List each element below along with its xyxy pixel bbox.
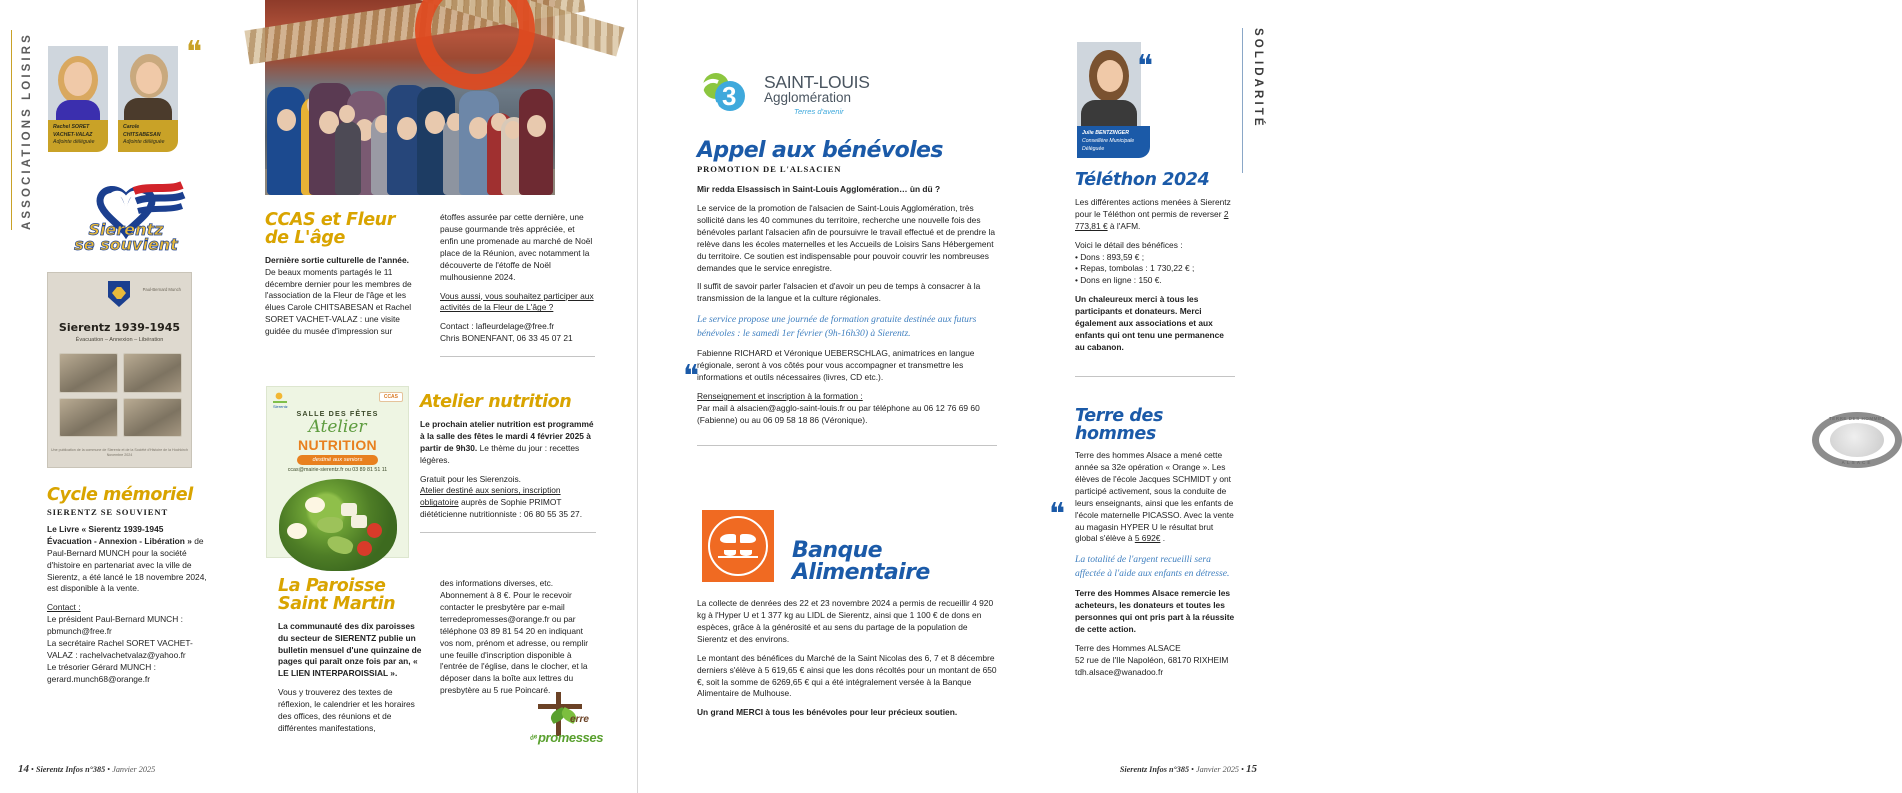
section-tab-solidarite: SOLIDARITÉ [1242, 28, 1264, 173]
org-address: 52 rue de l'Ile Napoléon, 68170 RIXHEIM [1075, 654, 1229, 665]
contact-label: Contact : [47, 602, 81, 613]
paragraph-line: Gratuit pour les Sierenzois. [420, 473, 522, 484]
contact-email[interactable]: pbmunch@free.fr [47, 626, 112, 637]
registration-label: Renseignement et inscription à la formation : [697, 390, 863, 401]
section-tab-associations: ASSOCIATIONS LOISIRS [11, 30, 33, 230]
terre-title-block [1075, 408, 1175, 444]
article-atelier-nutrition [420, 394, 596, 533]
book-photo-grid [59, 353, 182, 437]
title-line-1: Terre des [1075, 406, 1163, 426]
contact-block [440, 321, 595, 345]
article-paragraph [1075, 450, 1235, 545]
title-line-1: La Paroisse [278, 576, 386, 596]
paragraph-part-1: Terre des hommes Alsace a mené cette année sa 32e opération « Orange ». Les élèves de l'école Jacques SCHMIDT y ont participé activement, sous la conduite de leurs enseignants, ainsi que les enfants de l'école maternelle PICASSO. Avec la vente au magasin HYPER U le résultat brut global s'élève à [1075, 450, 1234, 544]
amount-total: 2 773,81 € [1075, 208, 1229, 231]
logo-text [66, 220, 186, 254]
logo-circle [708, 516, 768, 576]
portrait-photo [1077, 42, 1141, 126]
paragraph-emphasis: Atelier destiné aux seniors, inscription obligatoire [420, 485, 561, 508]
portrait-name: Julie BENTZINGER [1082, 130, 1129, 136]
portrait-role: Adjointe déléguée [53, 139, 95, 146]
title-line-1: CCAS et Fleur [265, 210, 395, 230]
flyer-audience-pill: destiné aux seniors [297, 455, 378, 465]
flyer-contact: ccas@mairie-sierentz.fr ou 03 89 81 51 11 [287, 467, 388, 473]
right-page [637, 0, 1886, 793]
article-highlight: La totalité de l'argent recueilli sera affectée à l'aide aux enfants en détresse. [1075, 554, 1230, 580]
org-name: Terre des Hommes ALSACE [1075, 642, 1181, 653]
book-subtitle: Évacuation – Annexion – Libération [75, 337, 164, 343]
article-highlight: Le service propose une journée de formation gratuite destinée aux futurs bénévoles : le samedi 1er février (9h-16h30) à Sierentz. [697, 314, 977, 340]
quote-mark-icon: ❝ [186, 36, 201, 69]
article-paragraph: Le service de la promotion de l'alsacien de Saint-Louis Agglomération, très sollicité dans les 40 communes du territoire, recherche une nouvelle fois des bénévoles parlant l'alsacien afin de poursuivre le travail effectué et de prendre la relève dans les écoles maternelles et les Accueils de Loisirs Sans Hébergement du territoire. Ce soutien est indispensable pour pouvoir couvrir les nombreuses demandes que le service enregistre. [697, 202, 996, 273]
footer-right [1120, 763, 1257, 775]
paragraph-lead: Dernière sortie culturelle de l'année. [265, 254, 409, 265]
article-title: Cycle mémoriel [47, 485, 193, 505]
article-lead: Mìr redda Elsassisch ìn Saint-Louis Agglomération… ùn dü ? [697, 184, 941, 194]
photo-people [265, 77, 555, 195]
portrait-photo [48, 46, 108, 120]
org-email[interactable]: tdh.alsace@wanadoo.fr [1075, 666, 1164, 677]
page-number: 14 [18, 763, 29, 775]
contact-email[interactable]: VALAZ : rachelvachetvalaz@yahoo.fr [47, 650, 186, 661]
flyer-salad-photo [279, 479, 397, 571]
magazine-name: Sierentz Infos n°385 [1119, 765, 1190, 774]
quote-mark-icon: ❝ [1049, 498, 1064, 531]
article-paragraph: Le montant des bénéfices du Marché de la Saint Nicolas des 6, 7 et 8 décembre derniers s'élève à 5 619,65 € ainsi que les dons récoltés pour un montant de 650 €, soit la somme de 6269,65 € qui a été intégralement versée à la Banque Alimentaire de Mulhouse. [697, 652, 997, 699]
logo-text-top: TERRE DES HOMMES [1828, 415, 1886, 421]
paragraph-part-1: Les différentes actions menées à Sierentz pour le Téléthon ont permis de reverser [1075, 196, 1231, 219]
article-subtitle: PROMOTION DE L'ALSACIEN [697, 164, 842, 174]
logo-line-2: se souvient [74, 234, 178, 254]
article-thanks: Un chaleureux merci à tous les participants et donateurs. Merci également aux associations et aux enfants qui ont tenu une permanence au cabanon. [1075, 294, 1224, 352]
contact-phone: Chris BONENFANT, 06 33 45 07 21 [440, 333, 573, 344]
logo-globe-icon [1830, 423, 1884, 457]
article-paroisse [278, 578, 426, 735]
logo-sierentz-se-souvient [62, 185, 182, 263]
flyer-badge: CCAS [379, 392, 403, 402]
article-title [792, 540, 972, 584]
article-ccas [265, 212, 417, 338]
quote-mark-icon: ❝ [683, 360, 698, 393]
article-title [278, 578, 426, 614]
article-paragraph [47, 524, 207, 596]
registration-details: Par mail à alsacien@agglo-saint-louis.fr ou par téléphone au 06 12 76 69 60 (Fabienne) ou au 06 09 58 18 86 (Véronique). [697, 402, 980, 425]
portrait-name: Carole CHITSABESAN [123, 124, 161, 138]
book-footer-note: Une publication de la commune de Sierentz et de la Société d'Histoire de la Hochkirch Novembre 2024 [51, 447, 188, 458]
flyer-atelier-nutrition [266, 386, 409, 558]
article-title: Atelier nutrition [420, 392, 572, 412]
logo-saint-louis-agglomeration [700, 70, 875, 128]
issue-date: Janvier 2025 [112, 765, 156, 774]
article-paragraph: La collecte de denrées des 22 et 23 novembre 2024 a permis de recueillir 4 920 kg à l'Hyper U et 1 377 kg au LIDL de Sierentz, ainsi que 1 100 € de dons en espèces, grâce à la générosité et au sens du partage de la population de Sierentz et des environs. [697, 598, 994, 644]
portrait-role-1: Conseillère Municipale [1082, 137, 1135, 144]
divider [1075, 376, 1235, 377]
paragraph-rest: de Paul-Bernard MUNCH pour la société d'histoire en partenariat avec la ville de Sierentz, a été lancé le 18 novembre 2024, est disponible à la vente. [47, 535, 207, 594]
flyer-venue: SALLE DES FÊTES [296, 409, 379, 418]
contact-block [1075, 643, 1235, 679]
portrait-name: Rachel SORET VACHET-VALAZ [53, 124, 93, 138]
group-photo-fleur-de-lage [265, 0, 555, 195]
article-title [265, 212, 417, 248]
portrait-caption [118, 120, 178, 152]
portrait-card-rachel [48, 46, 108, 152]
benefits-label: Voici le détail des bénéfices : [1075, 239, 1183, 250]
footer-separator: • [1191, 765, 1194, 774]
logo-banque-alimentaire [702, 510, 774, 582]
article-question: Vous aussi, vous souhaitez participer aux activités de la Fleur de L'âge ? [440, 290, 594, 313]
article-paragraph-bold: La communauté des dix paroisses du secteur de SIERENTZ publie un bulletin mensuel d'une quinzaine de pages qui paraît onze fois par an, « LE LIEN INTERPAROISSIAL ». [278, 620, 422, 679]
divider [697, 445, 997, 446]
book-cover-image [47, 272, 192, 468]
flyer-main-title: NUTRITION [298, 437, 377, 453]
logo-line-1: SAINT-LOUIS [764, 72, 870, 92]
footer-separator: • [1241, 765, 1244, 774]
benefit-item: • Dons : 893,59 € ; [1075, 251, 1145, 262]
article-appel-aux-benevoles [697, 140, 997, 446]
logo-line-2: Agglomération [764, 90, 852, 105]
benefits-block [1075, 240, 1235, 288]
divider [420, 532, 596, 533]
contact-line: La secrétaire Rachel SORET VACHET- [47, 638, 193, 649]
article-paroisse-continued [440, 578, 590, 697]
agglo-mark-icon [700, 70, 760, 118]
paragraph-lead: Le Livre « Sierentz 1939-1945 Évacuation - Annexion - Libération » [47, 523, 192, 546]
registration-block [697, 391, 997, 427]
issue-date: Janvier 2025 [1196, 765, 1240, 774]
paragraph-rest: Le thème du jour : recettes légères. [420, 442, 580, 465]
left-page [0, 0, 637, 793]
article-title [1075, 408, 1175, 444]
paragraph-rest: auprès de Sophie PRIMOT diététicienne nutritionniste : 06 80 55 35 27. [420, 497, 583, 520]
book-author: Paul-Bernard Munch [142, 287, 181, 292]
portrait-row [48, 46, 178, 152]
portrait-photo [118, 46, 178, 120]
portrait-caption [48, 120, 108, 152]
logo-tagline: Terres d'avenir [794, 107, 844, 116]
portrait-caption [1077, 126, 1150, 158]
article-paragraph: étoffes assurée par cette dernière, une pause gourmande très appréciée, et enfin une promenade au marché de Noël place de la Réunion, avec notamment la découverte de l'étoffe de Noël mulhousienne 2024. [440, 212, 593, 282]
article-thanks: Un grand MERCI à tous les bénévoles pour leur précieux soutien. [697, 707, 958, 718]
contact-line: Le président Paul-Bernard MUNCH : [47, 614, 183, 625]
footer-separator: • [31, 765, 34, 774]
article-banque-alimentaire [697, 598, 997, 719]
flyer-script-title: Atelier [308, 417, 367, 437]
logo-line-1: Sierentz [88, 220, 164, 239]
title-line-2: hommes [1075, 423, 1156, 444]
article-paragraph [420, 419, 596, 467]
title-line-2: Saint Martin [278, 593, 396, 614]
title-line-2: Alimentaire [792, 560, 930, 585]
article-paragraph: Vous y trouverez des textes de réflexion, le calendrier et les horaires des offices, des réunions et de différentes manifestations, [278, 687, 415, 734]
page-number: 15 [1246, 763, 1257, 775]
portrait-card-carole [118, 46, 178, 152]
article-ccas-continued [440, 212, 595, 357]
logo-text-promesses: promesses [538, 730, 604, 745]
contact-email[interactable]: Contact : lafleurdelage@free.fr [440, 321, 555, 332]
logo-text-erre: erre [570, 714, 589, 725]
book-title: Sierentz 1939-1945 [58, 321, 181, 334]
article-title: Appel aux bénévoles [697, 138, 943, 163]
article-paragraph [1075, 197, 1235, 233]
page-gutter-divider [637, 0, 638, 793]
paragraph-part-2: à l'AFM. [1107, 220, 1141, 231]
article-title: Téléthon 2024 [1075, 170, 1210, 190]
portrait-role-2: Déléguée [1082, 145, 1105, 152]
coat-of-arms-icon [108, 281, 130, 307]
quote-mark-icon: ❝ [1137, 50, 1152, 83]
paragraph-lead: Le prochain atelier nutrition est programmé à la salle des fêtes le mardi 4 février 2025 à partir de 9h30. [420, 418, 594, 453]
paragraph-part-2: . [1160, 533, 1166, 544]
footer-left [18, 763, 155, 775]
portrait-role: Adjointe déléguée [123, 139, 165, 146]
amount-total: 5 692€ [1134, 533, 1161, 544]
article-paragraph: des informations diverses, etc. Abonnement à 8 €. Pour le recevoir contacter le presbytère par e-mail terredepromesses@orange.fr ou par téléphone 03 89 81 54 20 en indiquant vos nom, prénom et adresse, ou remplir une feuille d'inscription disponible à l'entrée de l'église, dans le clocher, et la déposer dans la boîte aux lettres du presbytère au 5 rue Poincaré. [440, 578, 589, 696]
article-telethon [1075, 172, 1235, 377]
logo-terre-des-hommes [1812, 412, 1902, 468]
logo-terre-de-promesses [530, 690, 602, 752]
benefit-item: • Repas, tombolas : 1 730,22 € ; [1075, 263, 1195, 274]
article-paragraph: Fabienne RICHARD et Véronique UEBERSCHLAG, animatrices en langue régionale, seront à vos côtés pour vous accompagner et transmettre les informations et outils nécessaires (livres, CD etc.). [697, 348, 975, 382]
sierentz-logo-icon [272, 391, 296, 409]
article-subtitle: SIERENTZ SE SOUVIENT [47, 506, 169, 517]
contact-block [47, 602, 207, 685]
divider [440, 356, 595, 357]
benefit-item: • Dons en ligne : 150 €. [1075, 275, 1162, 286]
article-cycle-memoriel [47, 487, 207, 686]
magazine-name: Sierentz Infos n°385 [35, 765, 106, 774]
title-line-2: de L'âge [265, 227, 346, 248]
svg-text:Sierentz: Sierentz [273, 404, 288, 409]
contact-email[interactable]: gerard.munch68@orange.fr [47, 673, 151, 684]
logo-text-de: de [529, 732, 539, 743]
logo-text-bottom: ALSACE [1841, 459, 1873, 465]
article-thanks: Terre des Hommes Alsace remercie les acheteurs, les donateurs et toutes les personnes qui ont pris part à la réussite de cette action. [1075, 588, 1235, 634]
svg-text:3: 3 [722, 81, 737, 111]
article-paragraph: Il suffit de savoir parler l'alsacien et d'avoir un peu de temps à consacrer à la transmission de la langue et la culture régionales. [697, 281, 981, 304]
banque-title-block [792, 540, 972, 584]
article-terre-des-hommes [1075, 450, 1235, 679]
article-paragraph [420, 474, 596, 522]
article-paragraph [265, 255, 417, 338]
title-line-1: Banque [792, 538, 883, 563]
footer-separator: • [107, 765, 111, 774]
paragraph-rest: De beaux moments partagés le 11 décembre dernier pour les membres de l'association de la Fleur de l'âge et les élues Carole CHITSABESAN et Rachel SORET VACHET-VALAZ : une visite guidée du musée d'impression sur [265, 266, 412, 337]
contact-line: Le trésorier Gérard MUNCH : [47, 661, 156, 672]
